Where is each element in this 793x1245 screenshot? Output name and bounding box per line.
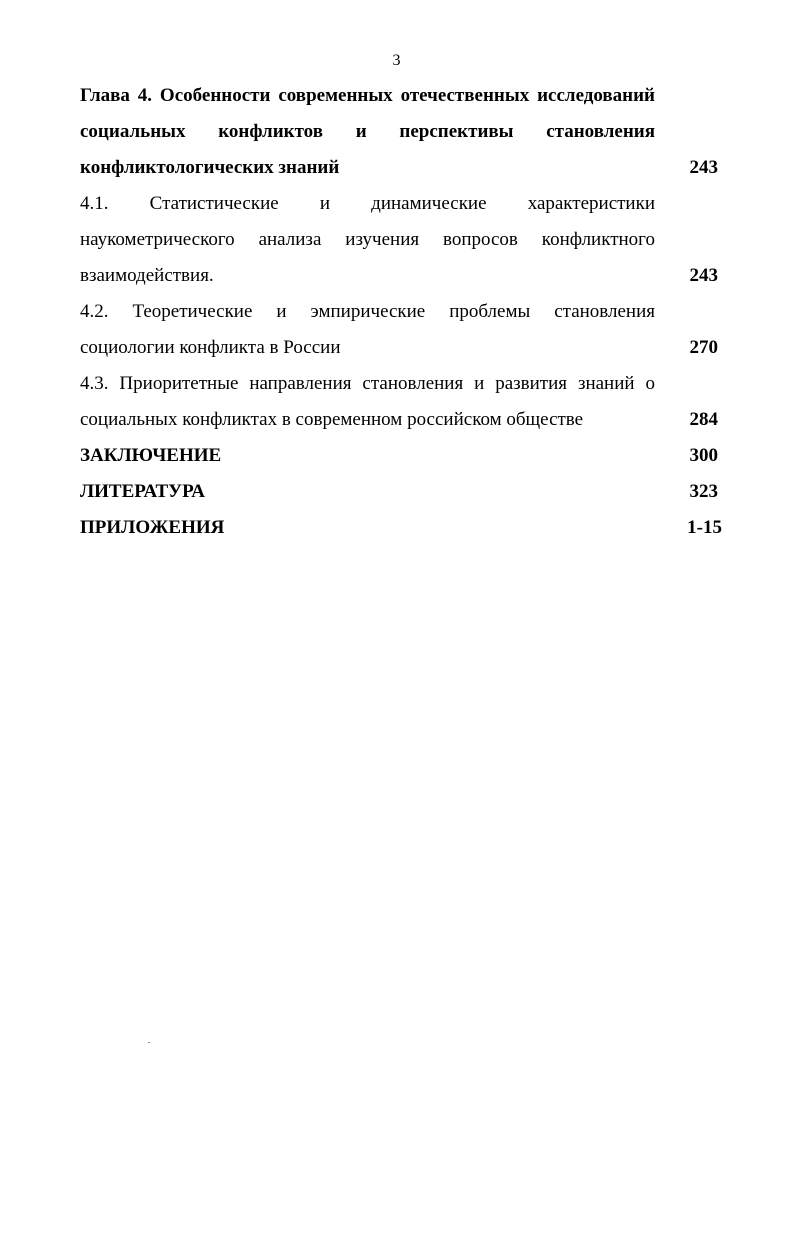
toc-entry-title: 4.1. Статистические и динамические характеристики наукометрического анализа изучения вопросов конфликтного взаимодействия. bbox=[80, 193, 655, 286]
toc-entry-title: ЛИТЕРАТУРА bbox=[80, 481, 206, 502]
toc-entry-title: 4.3. Приоритетные направления становления и развития знаний о социальных конфликтах в современном российском обществе bbox=[80, 373, 655, 430]
page-number: 3 bbox=[392, 52, 401, 69]
toc-entry-page: 243 bbox=[689, 265, 718, 286]
scan-artifact-dot bbox=[148, 1042, 150, 1043]
toc-entry-page: 323 bbox=[689, 481, 718, 502]
toc-entry-title: ЗАКЛЮЧЕНИЕ bbox=[80, 445, 222, 466]
toc-entry-appendices bbox=[80, 510, 722, 546]
toc-entry-title: Глава 4. Особенности современных отечественных исследований социальных конфликтов и перспективы становления конфликтологических знаний bbox=[80, 85, 655, 178]
table-of-contents bbox=[80, 78, 722, 546]
toc-entry-page: 270 bbox=[689, 337, 718, 358]
toc-entry-4-1 bbox=[80, 186, 722, 294]
toc-entry-page: 243 bbox=[689, 157, 718, 178]
toc-entry-title: ПРИЛОЖЕНИЯ bbox=[80, 517, 225, 538]
toc-entry-page: 284 bbox=[689, 409, 718, 430]
toc-entry-page: 300 bbox=[689, 445, 718, 466]
toc-entry-conclusion bbox=[80, 438, 722, 474]
toc-entry-literature bbox=[80, 474, 722, 510]
toc-entry-page: 1-15 bbox=[687, 517, 722, 538]
toc-entry-4-3 bbox=[80, 366, 722, 438]
toc-entry-4-2 bbox=[80, 294, 722, 366]
toc-entry-title: 4.2. Теоретические и эмпирические проблемы становления социологии конфликта в России bbox=[80, 301, 655, 358]
toc-entry-chapter-4 bbox=[80, 78, 722, 186]
